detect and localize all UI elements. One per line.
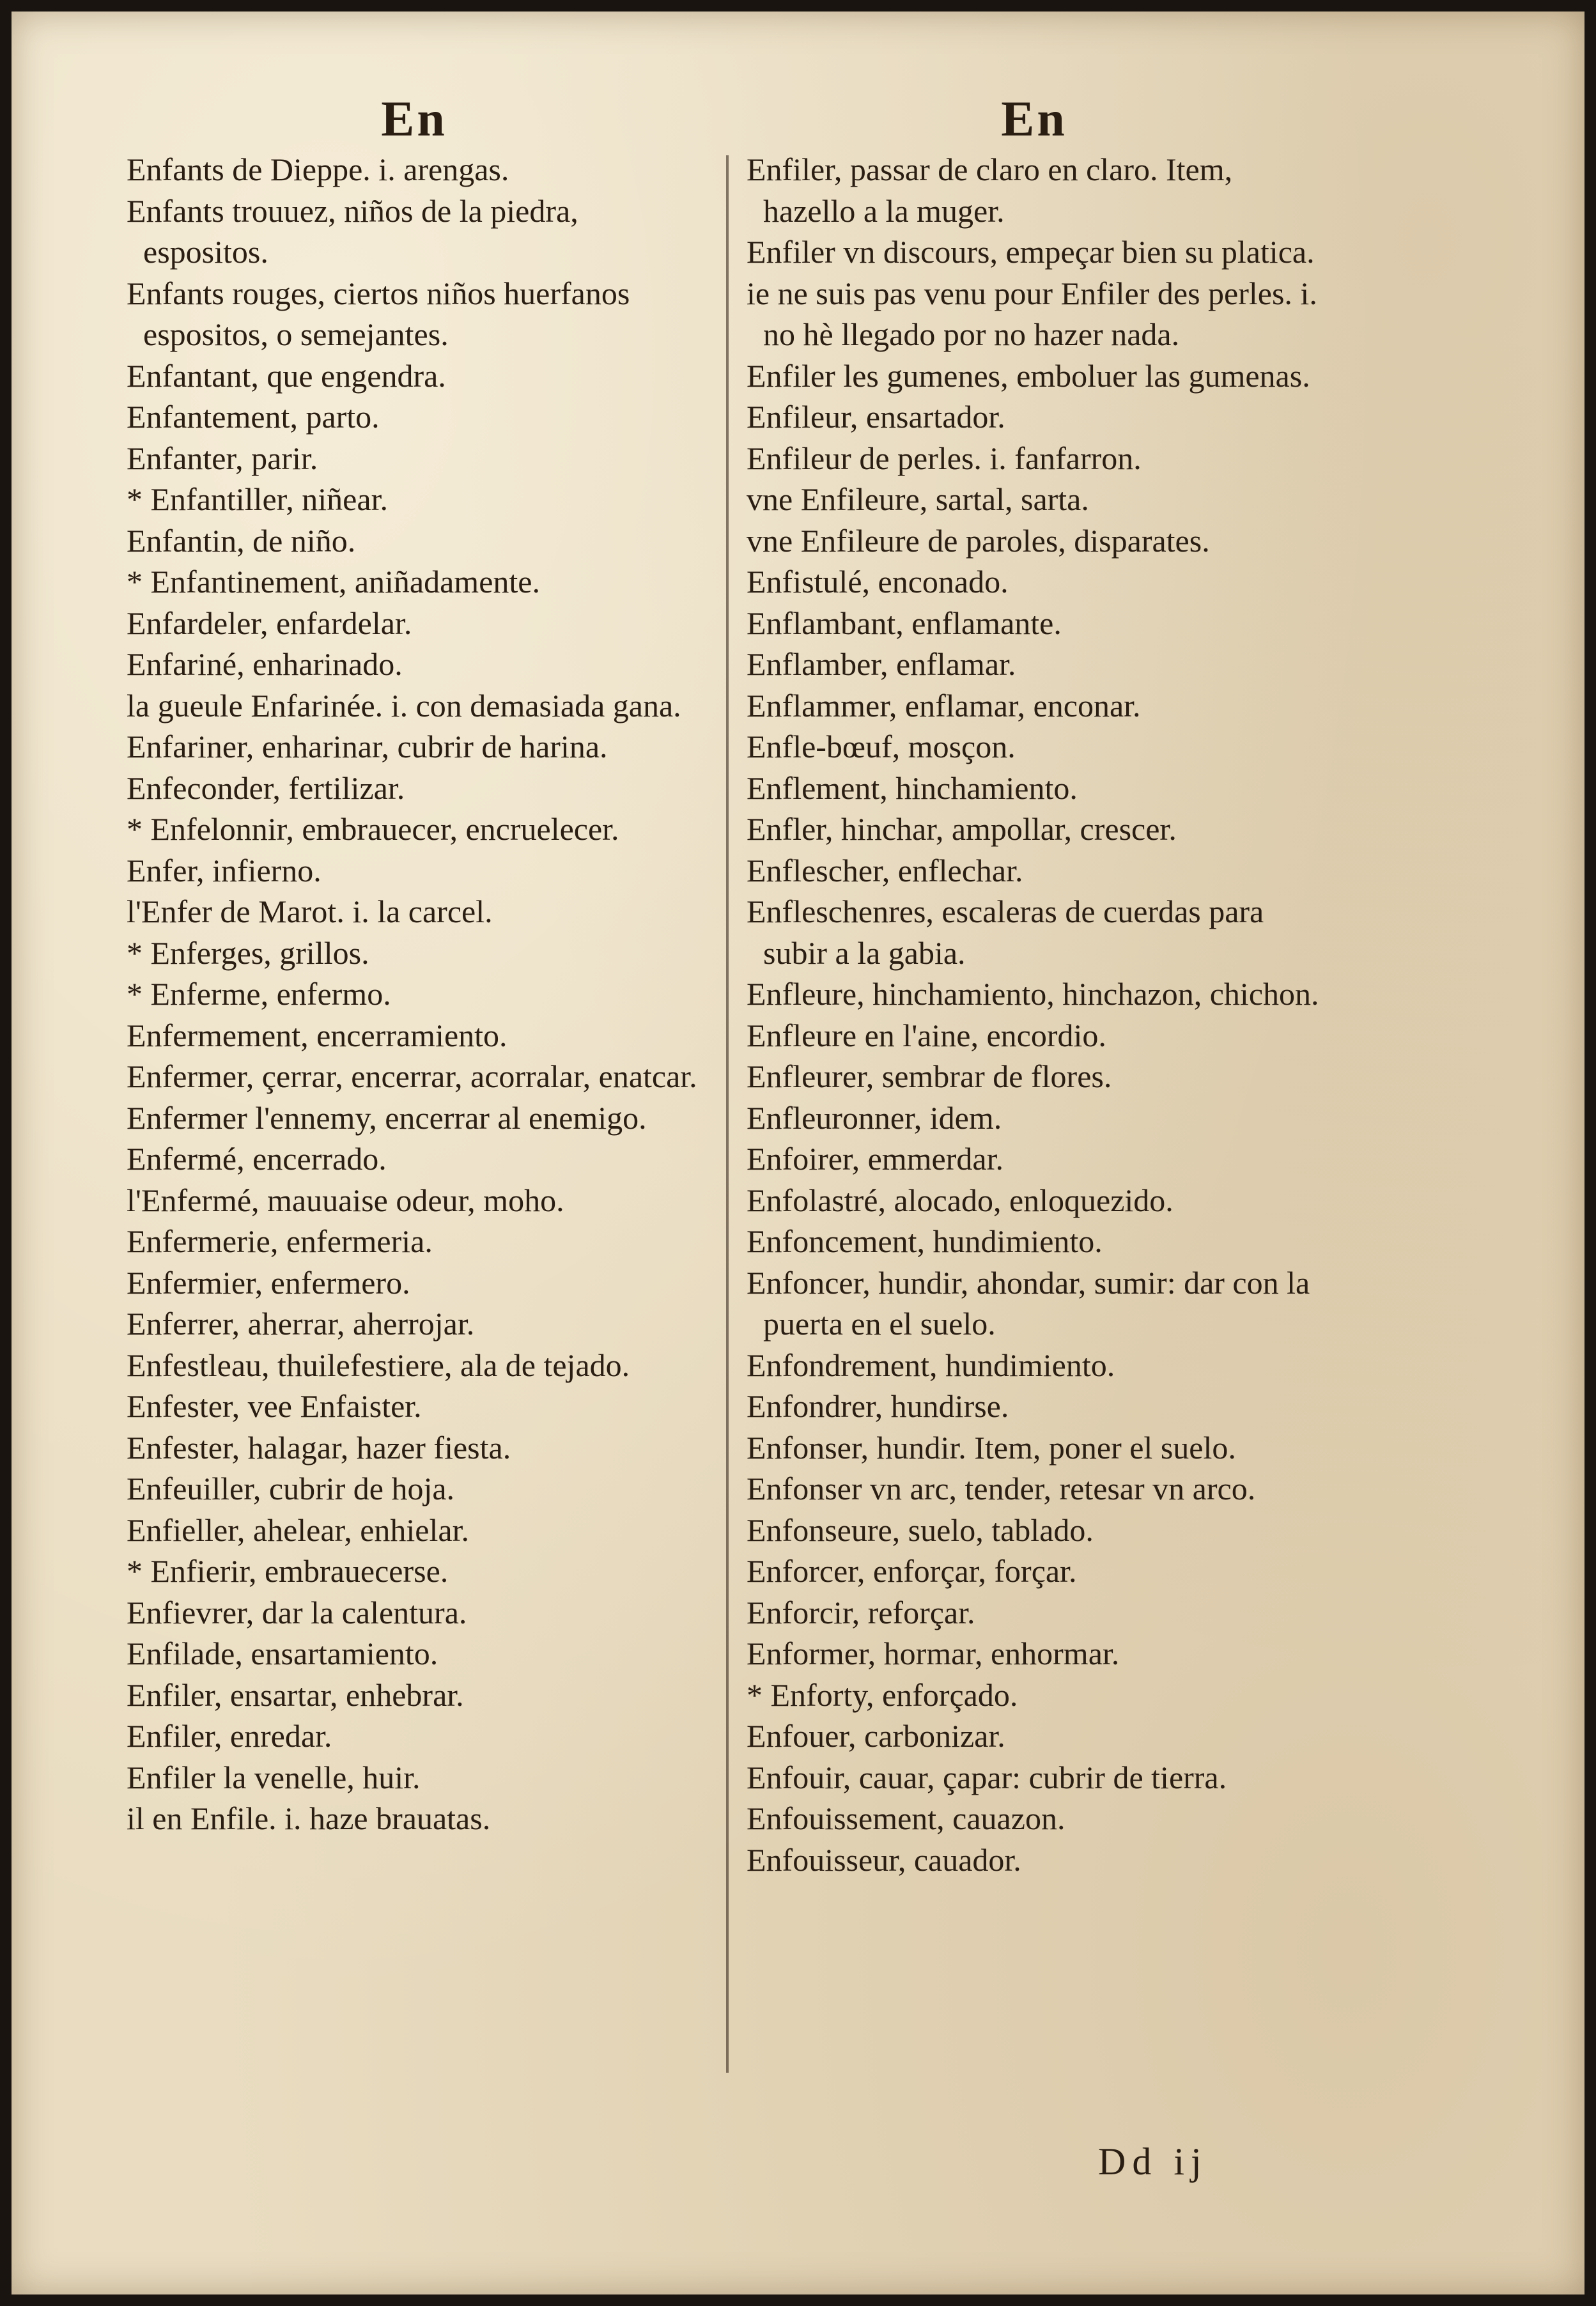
dictionary-entry: Enfiler, enredar.	[127, 1718, 332, 1754]
dictionary-entry: Enfievrer, dar la calentura.	[127, 1594, 467, 1630]
dictionary-entry: Enfariner, enharinar, cubrir de harina.	[127, 729, 608, 764]
dictionary-entry: Enflement, hinchamiento.	[747, 770, 1078, 806]
dictionary-entry: Enfantant, que engendra.	[127, 357, 446, 394]
dictionary-entry: Enfoirer, emmerdar.	[747, 1141, 1003, 1177]
dictionary-entry: Enfermer, çerrar, encerrar, acorralar, enatcar.	[127, 1058, 697, 1094]
dictionary-entry: * Enfelonnir, embrauecer, encruelecer.	[127, 811, 619, 847]
dictionary-entry: vne Enfileure, sartal, sarta.	[747, 481, 1089, 517]
dictionary-entry: Enfermier, enfermero.	[127, 1264, 410, 1301]
left-entry-list	[127, 149, 702, 1839]
dictionary-entry: Enfouir, cauar, çapar: cubrir de tierra.	[747, 1759, 1227, 1795]
dictionary-entry: Enfolastré, alocado, enloquezido.	[747, 1182, 1174, 1218]
right-column	[747, 88, 1322, 1880]
dictionary-entry: l'Enfermé, mauuaise odeur, moho.	[127, 1182, 564, 1218]
dictionary-entry: Enfileur, ensartador.	[747, 399, 1005, 435]
dictionary-entry: Enfanter, parir.	[127, 440, 318, 476]
dictionary-entry: Enfeuiller, cubrir de hoja.	[127, 1471, 455, 1506]
dictionary-entry: Enfouissement, cauazon.	[747, 1800, 1065, 1836]
dictionary-entry: Enfleure, hinchamiento, hinchazon, chichon.	[747, 976, 1319, 1012]
dictionary-entry: Enfle-bœuf, mosçon.	[747, 729, 1016, 764]
dictionary-entry: * Enfantinement, aniñadamente.	[127, 564, 540, 600]
dictionary-entry: Enfester, halagar, hazer fiesta.	[127, 1429, 511, 1466]
dictionary-entry: Enfants trouuez, niños de la piedra, espositos.	[127, 192, 578, 270]
dictionary-entry: vne Enfileure de paroles, disparates.	[747, 522, 1210, 559]
dictionary-entry: Enfler, hinchar, ampollar, crescer.	[747, 811, 1177, 847]
column-divider	[726, 155, 729, 2073]
dictionary-entry: Enfouer, carbonizar.	[747, 1718, 1005, 1754]
dictionary-entry: Enfleure en l'aine, encordio.	[747, 1017, 1106, 1053]
dictionary-entry: Enforcer, enforçar, forçar.	[747, 1553, 1077, 1589]
dictionary-entry: Enfieller, ahelear, enhielar.	[127, 1512, 469, 1548]
dictionary-entry: Enflambant, enflamante.	[747, 605, 1062, 641]
dictionary-entry: Enfondrer, hundirse.	[747, 1388, 1009, 1424]
dictionary-entry: Enforcir, reforçar.	[747, 1594, 975, 1630]
dictionary-entry: Enfermer l'ennemy, encerrar al enemigo.	[127, 1099, 647, 1136]
dictionary-entry: l'Enfer de Marot. i. la carcel.	[127, 894, 493, 929]
dictionary-entry: Enfonser vn arc, tender, retesar vn arco.	[747, 1471, 1256, 1506]
dictionary-entry: Enfilade, ensartamiento.	[127, 1636, 438, 1671]
dictionary-entry: * Enferges, grillos.	[127, 934, 369, 971]
left-running-head: En	[381, 91, 447, 146]
dictionary-entry: Enfonser, hundir. Item, poner el suelo.	[747, 1429, 1236, 1466]
dictionary-entry: Enfiler, passar de claro en claro. Item, hazello a la muger.	[747, 151, 1233, 229]
dictionary-entry: Enflescher, enflechar.	[747, 852, 1023, 888]
dictionary-entry: * Enfantiller, niñear.	[127, 481, 388, 517]
dictionary-entry: Enfermé, encerrado.	[127, 1141, 387, 1177]
dictionary-entry: Enfondrement, hundimiento.	[747, 1347, 1115, 1383]
dictionary-entry: Enfouisseur, cauador.	[747, 1841, 1021, 1878]
dictionary-entry: Enfiler la venelle, huir.	[127, 1759, 421, 1795]
dictionary-entry: Enfester, vee Enfaister.	[127, 1388, 422, 1424]
left-column	[127, 88, 702, 1839]
dictionary-entry: Enfariné, enharinado.	[127, 646, 403, 682]
dictionary-entry: Enfiler, ensartar, enhebrar.	[127, 1676, 464, 1713]
dictionary-entry: Enfleschenres, escaleras de cuerdas para subir a la gabia.	[747, 894, 1264, 971]
dictionary-entry: Enfantement, parto.	[127, 399, 380, 435]
dictionary-entry: Enfeconder, fertilizar.	[127, 770, 405, 806]
dictionary-entry: Enfistulé, enconado.	[747, 564, 1009, 600]
dictionary-entry: Enfants rouges, ciertos niños huerfanos espositos, o semejantes.	[127, 275, 630, 352]
dictionary-entry: * Enforty, enforçado.	[747, 1676, 1018, 1713]
right-running-head: En	[1001, 91, 1067, 146]
signature-mark: Dd ij	[1098, 2140, 1208, 2183]
dictionary-entry: Enfileur de perles. i. fanfarron.	[747, 440, 1142, 476]
dictionary-entry: Enferrer, aherrar, aherrojar.	[127, 1306, 475, 1342]
dictionary-entry: Enfleurer, sembrar de flores.	[747, 1058, 1112, 1094]
dictionary-entry: Enfer, infierno.	[127, 852, 322, 888]
dictionary-entry: * Enferme, enfermo.	[127, 976, 391, 1012]
dictionary-entry: Enfermerie, enfermeria.	[127, 1223, 433, 1259]
dictionary-entry: il en Enfile. i. haze brauatas.	[127, 1800, 491, 1836]
dictionary-entry: la gueule Enfarinée. i. con demasiada gana.	[127, 687, 681, 724]
dictionary-entry: Enfantin, de niño.	[127, 522, 356, 559]
dictionary-entry: Enflamber, enflamar.	[747, 646, 1016, 682]
dictionary-entry: Enflammer, enflamar, enconar.	[747, 687, 1141, 724]
dictionary-entry: Enfonseure, suelo, tablado.	[747, 1512, 1094, 1548]
dictionary-entry: Enfoncement, hundimiento.	[747, 1223, 1103, 1259]
dictionary-entry: Enfants de Dieppe. i. arengas.	[127, 151, 509, 187]
dictionary-entry: Enfermement, encerramiento.	[127, 1017, 507, 1053]
dictionary-entry: Enfardeler, enfardelar.	[127, 605, 412, 641]
dictionary-entry: Enfoncer, hundir, ahondar, sumir: dar con la puerta en el suelo.	[747, 1264, 1310, 1342]
dictionary-entry: Enfleuronner, idem.	[747, 1099, 1002, 1136]
dictionary-entry: Enfiler les gumenes, emboluer las gumenas.	[747, 357, 1310, 394]
dictionary-entry: Enfestleau, thuilefestiere, ala de tejado.	[127, 1347, 630, 1383]
dictionary-page	[12, 12, 1584, 2294]
dictionary-entry: * Enfierir, embrauecerse.	[127, 1553, 449, 1589]
dictionary-entry: ie ne suis pas venu pour Enfiler des perles. i. no hè llegado por no hazer nada.	[747, 275, 1317, 352]
dictionary-entry: Enfiler vn discours, empeçar bien su platica.	[747, 234, 1315, 270]
dictionary-entry: Enformer, hormar, enhormar.	[747, 1636, 1120, 1671]
right-entry-list	[747, 149, 1322, 1880]
